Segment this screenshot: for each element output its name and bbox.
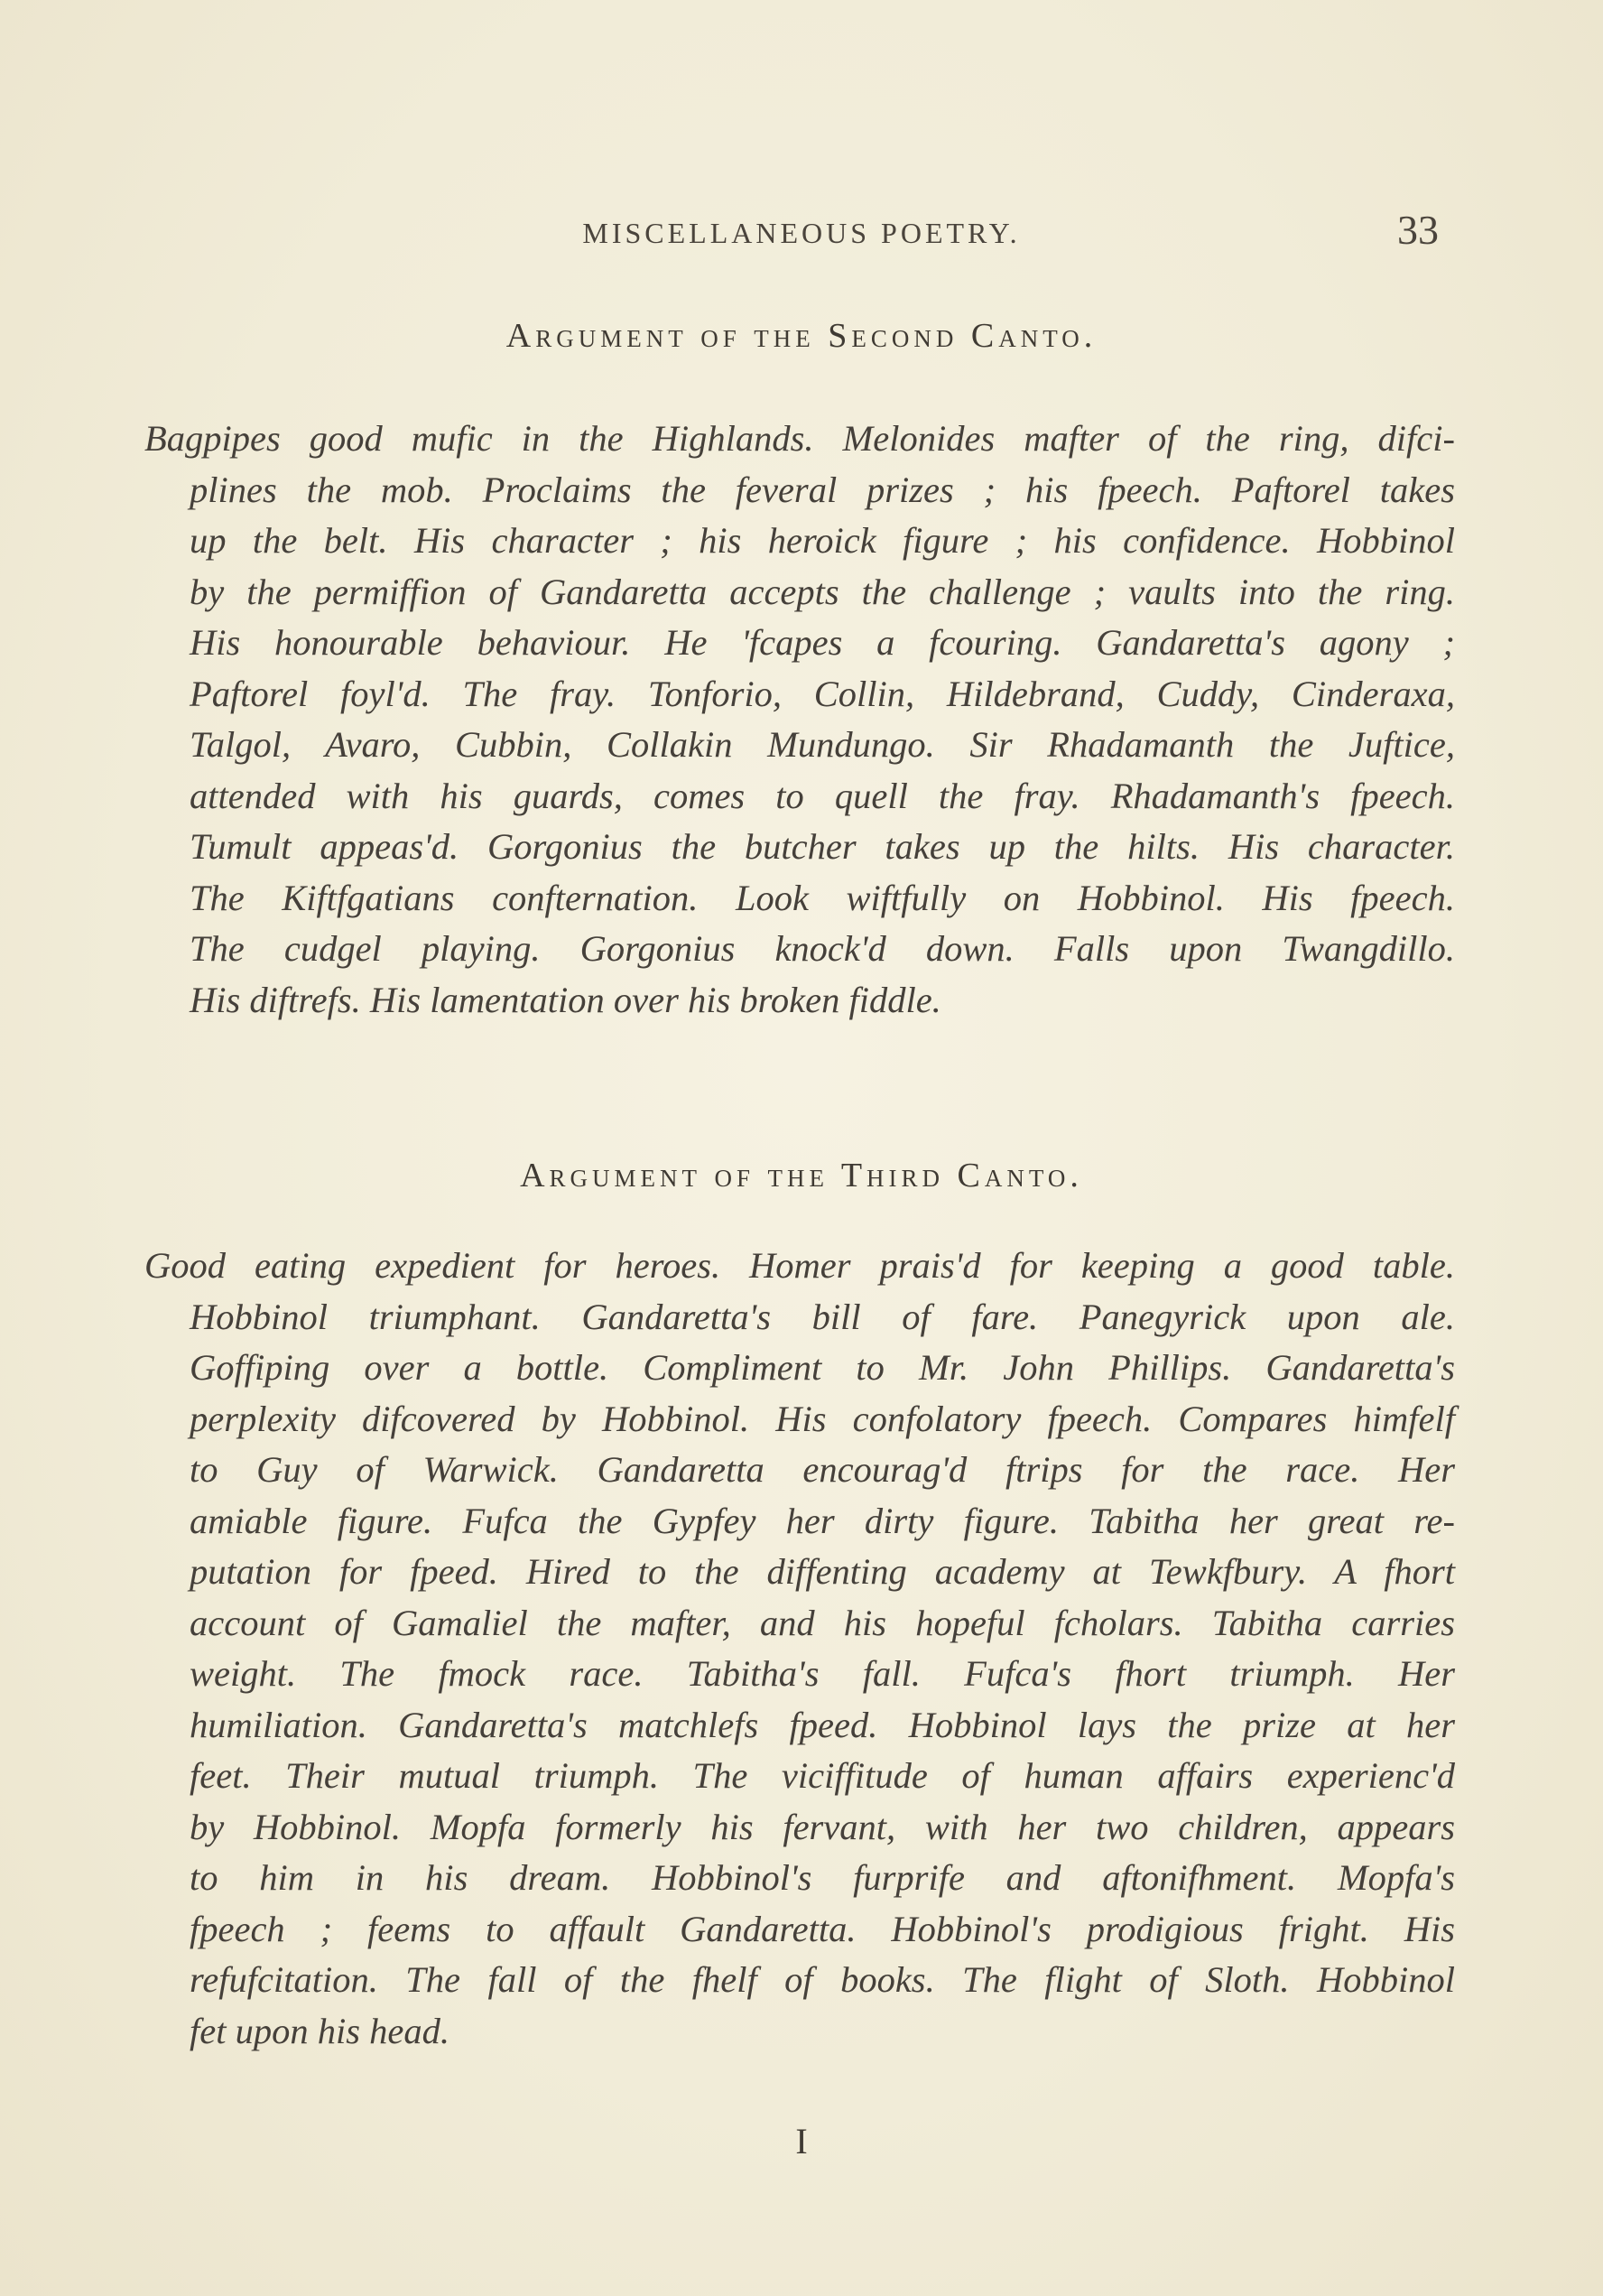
argument-line: The Kiftfgatians confternation. Look wiftfully on Hobbinol. His fpeech.	[190, 877, 1455, 918]
argument-line: refufcitation. The fall of the fhelf of books. The flight of Sloth. Hobbinol	[190, 1959, 1455, 2000]
argument-line: Bagpipes good mufic in the Highlands. Melonides mafter of the ring, difci-	[144, 418, 1455, 459]
argument-line: to Guy of Warwick. Gandaretta encourag'd ftrips for the race. Her	[190, 1449, 1455, 1490]
argument-line: account of Gamaliel the mafter, and his hopeful fcholars. Tabitha carries	[190, 1602, 1455, 1643]
argument-line: Goffiping over a bottle. Compliment to Mr. John Phillips. Gandaretta's	[190, 1347, 1455, 1388]
argument-line: putation for fpeed. Hired to the diffenting academy at Tewkfbury. A fhort	[190, 1551, 1455, 1592]
argument-line: Tumult appeas'd. Gorgonius the butcher takes up the hilts. His character.	[190, 826, 1455, 867]
argument-line: Good eating expedient for heroes. Homer prais'd for keeping a good table.	[144, 1245, 1455, 1286]
third-canto-heading: Argument of the Third Canto.	[520, 1157, 1083, 1194]
argument-line: fet upon his head.	[190, 2010, 449, 2051]
argument-line: The cudgel playing. Gorgonius knock'd down. Falls upon Twangdillo.	[190, 928, 1455, 969]
signature-mark: I	[795, 2121, 808, 2161]
argument-line: Paftorel foyl'd. The fray. Tonforio, Collin, Hildebrand, Cuddy, Cinderaxa,	[190, 673, 1455, 714]
second-canto-heading: Argument of the Second Canto.	[505, 317, 1098, 355]
argument-line: plines the mob. Proclaims the feveral prizes ; his fpeech. Paftorel takes	[190, 469, 1455, 510]
third-canto-argument	[144, 1241, 1455, 2057]
argument-line: attended with his guards, comes to quell the fray. Rhadamanth's fpeech.	[190, 775, 1455, 816]
argument-line: to him in his dream. Hobbinol's furprife and aftonifhment. Mopfa's	[190, 1857, 1455, 1898]
argument-line: perplexity difcovered by Hobbinol. His confolatory fpeech. Compares himfelf	[190, 1398, 1455, 1439]
argument-line: amiable figure. Fufca the Gypfey her dirty figure. Tabitha her great re-	[190, 1500, 1455, 1541]
running-title: MISCELLANEOUS POETRY.	[582, 217, 1021, 249]
argument-line: Hobbinol triumphant. Gandaretta's bill of fare. Panegyrick upon ale.	[190, 1296, 1455, 1337]
argument-line: fpeech ; feems to affault Gandaretta. Hobbinol's prodigious fright. His	[190, 1908, 1455, 1949]
argument-line: by Hobbinol. Mopfa formerly his fervant, with her two children, appears	[190, 1806, 1455, 1847]
argument-line: Talgol, Avaro, Cubbin, Collakin Mundungo. Sir Rhadamanth the Juftice,	[190, 724, 1455, 765]
argument-line: weight. The fmock race. Tabitha's fall. Fufca's fhort triumph. Her	[190, 1653, 1455, 1694]
argument-line: by the permiffion of Gandaretta accepts the challenge ; vaults into the ring.	[190, 571, 1455, 612]
argument-line: humiliation. Gandaretta's matchlefs fpeed. Hobbinol lays the prize at her	[190, 1704, 1455, 1745]
argument-line: feet. Their mutual triumph. The viciffitude of human affairs experienc'd	[190, 1755, 1455, 1796]
page-number: 33	[1397, 207, 1439, 253]
argument-line: His diftrefs. His lamentation over his broken fiddle.	[190, 979, 941, 1020]
second-canto-argument	[144, 414, 1455, 1026]
argument-line: up the belt. His character ; his heroick figure ; his confidence. Hobbinol	[190, 520, 1455, 561]
argument-line: His honourable behaviour. He 'fcapes a fcouring. Gandaretta's agony ;	[190, 622, 1455, 663]
